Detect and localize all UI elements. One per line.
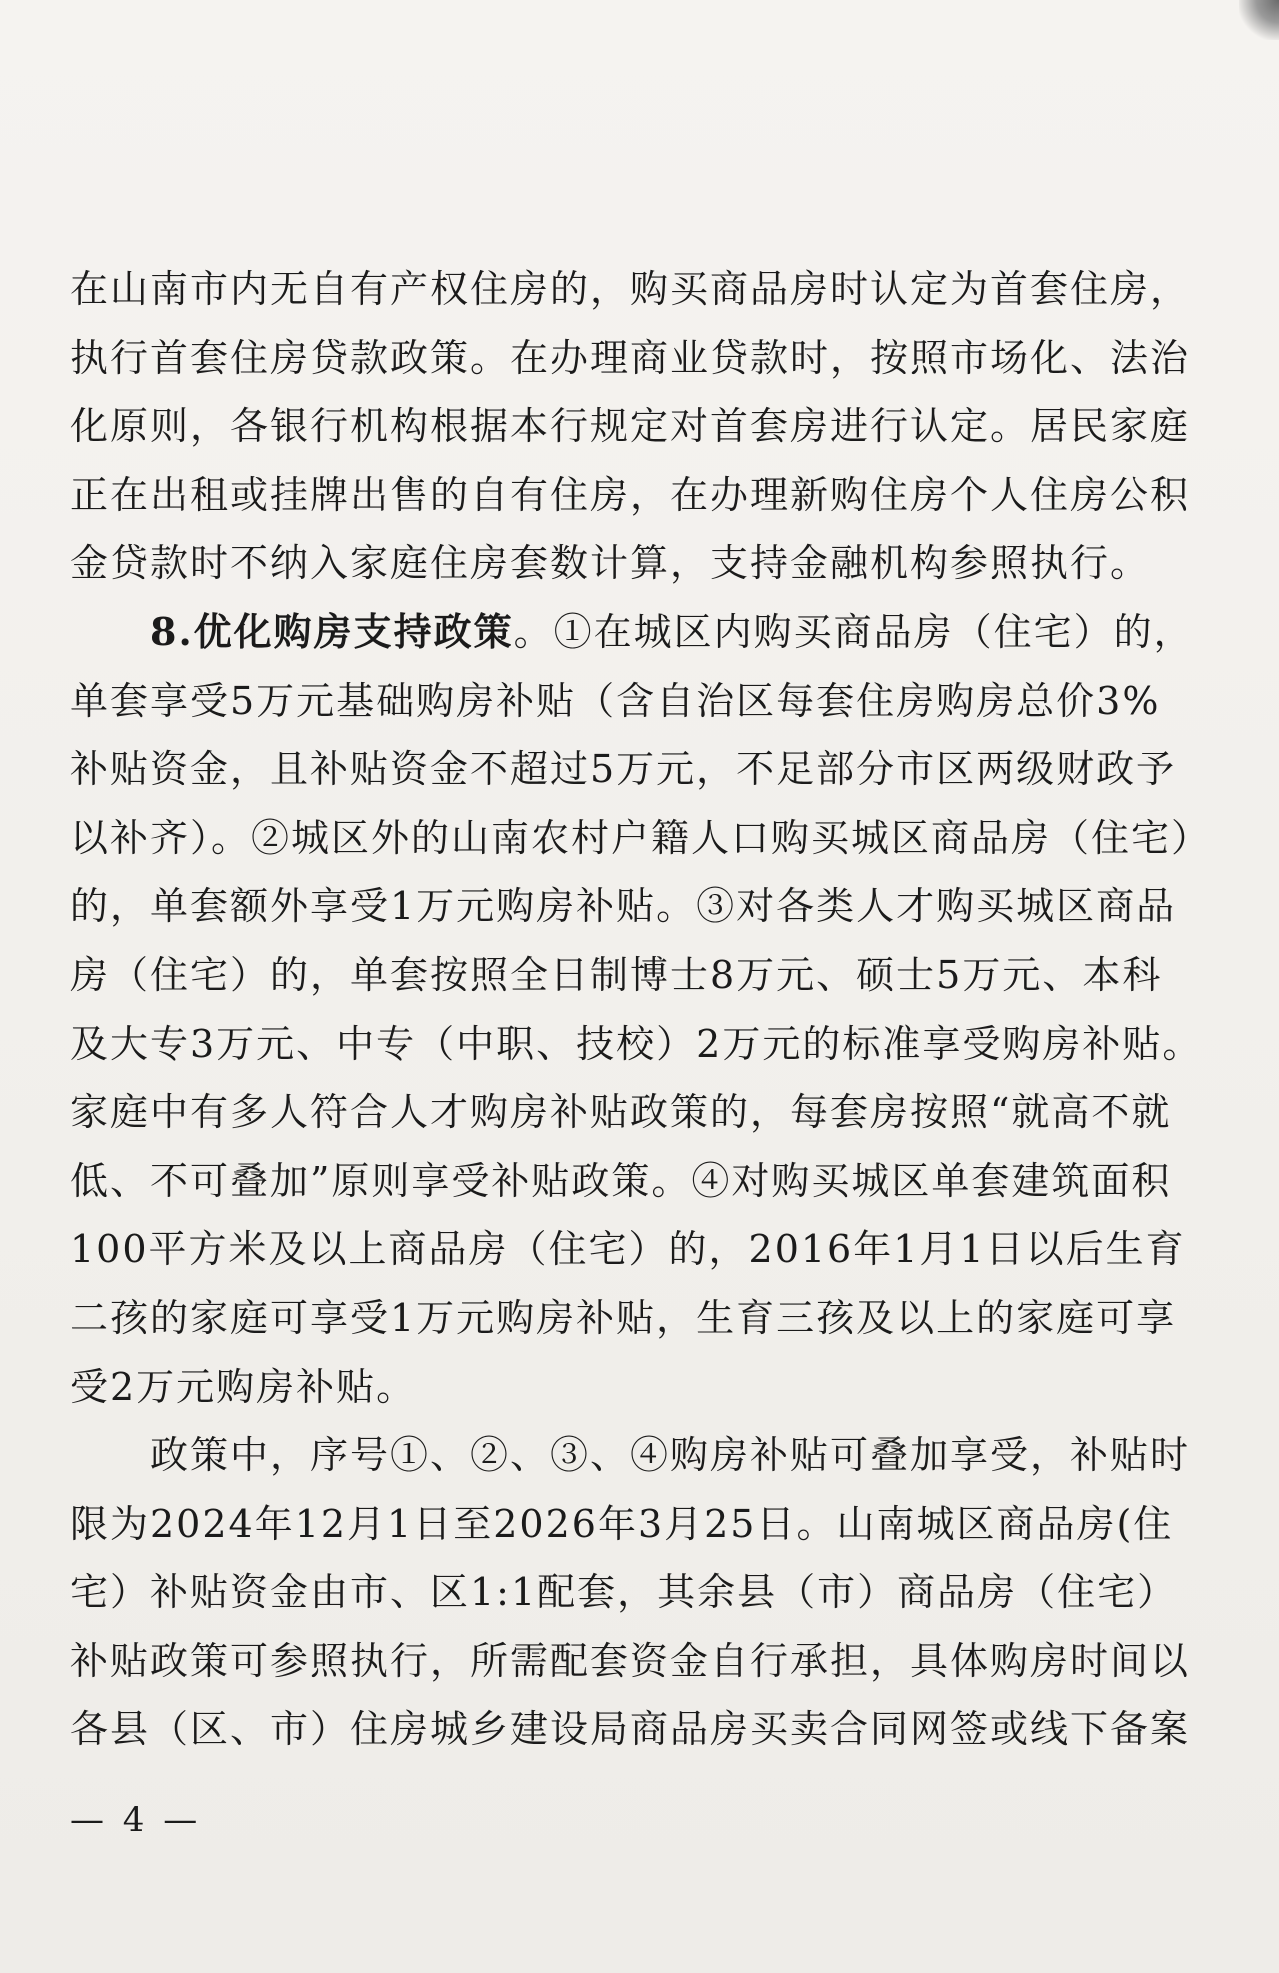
text-line: 以补齐）。②城区外的山南农村户籍人口购买城区商品房（住宅） bbox=[70, 815, 1212, 860]
paragraph-heading-line bbox=[70, 598, 1194, 667]
text-line: 政策中，序号①、②、③、④购房补贴可叠加享受，补贴时 bbox=[150, 1433, 1191, 1478]
text-line: 及大专3万元、中专（中职、技校）2万元的标准享受购房补贴。 bbox=[70, 1021, 1203, 1066]
text-line: 补贴政策可参照执行，所需配套资金自行承担，具体购房时间以 bbox=[70, 1638, 1191, 1683]
document-body bbox=[70, 255, 1212, 1764]
text-line: 限为2024年12月1日至2026年3月25日。山南城区商品房(住 bbox=[70, 1501, 1174, 1546]
text-line: 家庭中有多人符合人才购房补贴政策的，每套房按照“就高不就 bbox=[70, 1090, 1172, 1135]
text-line: 金贷款时不纳入家庭住房套数计算，支持金融机构参照执行。 bbox=[70, 541, 1151, 586]
text-line: 各县（区、市）住房城乡建设局商品房买卖合同网签或线下备案 bbox=[70, 1707, 1191, 1752]
text-line: 的，单套额外享受1万元购房补贴。③对各类人才购买城区商品 bbox=[70, 884, 1177, 929]
text-line: 在山南市内无自有产权住房的，购买商品房时认定为首套住房， bbox=[70, 267, 1191, 311]
text-line: 执行首套住房贷款政策。在办理商业贷款时，按照市场化、法治 bbox=[70, 335, 1191, 380]
text-line: 正在出租或挂牌出售的自有住房，在办理新购住房个人住房公积 bbox=[70, 472, 1191, 517]
section-heading: 8.优化购房支持政策 bbox=[150, 608, 514, 654]
text-line: 化原则，各银行机构根据本行规定对首套房进行认定。居民家庭 bbox=[70, 404, 1191, 449]
text-line: 二孩的家庭可享受1万元购房补贴，生育三孩及以上的家庭可享 bbox=[70, 1295, 1177, 1340]
text-line: 补贴资金，且补贴资金不超过5万元，不足部分市区两级财政予 bbox=[70, 747, 1177, 792]
text-line: 单套享受5万元基础购房补贴（含自治区每套住房购房总价3% bbox=[70, 678, 1161, 723]
heading-line-rest: 。①在城区内购买商品房（住宅）的， bbox=[513, 609, 1194, 654]
text-line: 100平方米及以上商品房（住宅）的，2016年1月1日以后生育 bbox=[70, 1227, 1186, 1272]
page-corner-shadow bbox=[1239, 0, 1279, 40]
text-line: 宅）补贴资金由市、区1:1配套，其余县（市）商品房（住宅） bbox=[70, 1570, 1178, 1615]
page-number: — 4 — bbox=[70, 1800, 202, 1840]
text-line: 低、不可叠加”原则享受补贴政策。④对购买城区单套建筑面积 bbox=[70, 1158, 1172, 1203]
text-line: 房（住宅）的，单套按照全日制博士8万元、硕士5万元、本科 bbox=[70, 952, 1163, 997]
text-line: 受2万元购房补贴。 bbox=[70, 1364, 417, 1409]
